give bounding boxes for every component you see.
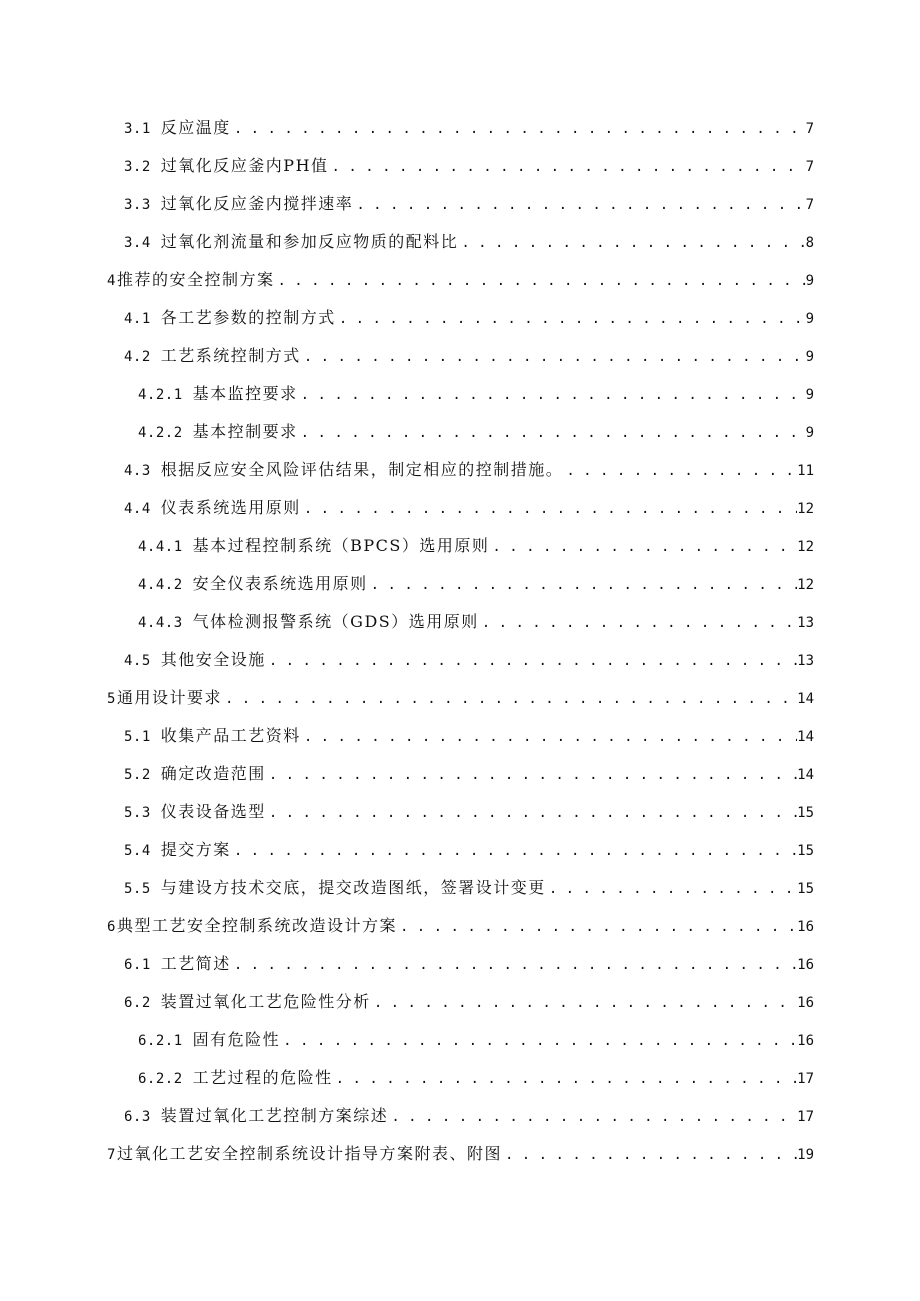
toc-entry-page: 15 [797,881,814,897]
toc-entry-number: 3.3 [124,197,151,213]
toc-entry-title: 确定改造范围 [160,764,266,783]
toc-entry-number: 4.3 [124,463,151,479]
toc-entry-title: 过氧化反应釜内搅拌速率 [160,194,354,213]
toc-entry-page: 9 [805,311,814,327]
toc-leader-dots [301,496,797,522]
toc-leader-dots [222,686,797,712]
toc-entry-number: 6.2.2 [138,1071,183,1087]
toc-entry-title: 过氧化剂流量和参加反应物质的配料比 [160,232,459,251]
toc-entry[interactable] [138,381,814,407]
toc-entry[interactable] [107,685,814,711]
toc-entry-page: 14 [797,729,814,745]
toc-leader-dots [231,838,797,864]
toc-leader-dots [479,610,797,636]
toc-entry[interactable] [124,229,814,255]
toc-entry-title: 反应温度 [160,118,231,137]
toc-entry-page: 15 [797,805,814,821]
toc-entry-title: 过氧化工艺安全控制系统设计指导方案附表、附图 [116,1144,502,1163]
toc-leader-dots [458,230,805,256]
toc-entry-number: 5.3 [124,805,151,821]
toc-entry-title: 基本控制要求 [192,422,298,441]
toc-leader-dots [231,952,797,978]
toc-leader-dots [333,1066,797,1092]
toc-entry-page: 15 [797,843,814,859]
toc-leader-dots [353,192,805,218]
toc-entry-page: 16 [797,919,814,935]
toc-entry[interactable] [124,951,814,977]
toc-leader-dots [388,1104,797,1130]
toc-entry-title: 工艺系统控制方式 [160,346,301,365]
toc-entry-number: 5.5 [124,881,151,897]
toc-entry[interactable] [124,647,814,673]
toc-entry-title: 提交方案 [160,840,231,859]
toc-entry-page: 16 [797,995,814,1011]
toc-entry-number: 4 [107,273,116,289]
toc-entry-page: 14 [797,767,814,783]
toc-entry-number: 5.4 [124,843,151,859]
toc-entry-title: 工艺简述 [160,954,231,973]
toc-entry-title: 气体检测报警系统（GDS）选用原则 [192,612,479,631]
toc-entry[interactable] [124,837,814,863]
toc-leader-dots [563,458,797,484]
toc-entry[interactable] [124,799,814,825]
toc-entry[interactable] [124,495,814,521]
toc-entry-title: 装置过氧化工艺危险性分析 [160,992,371,1011]
toc-entry[interactable] [124,115,814,141]
toc-leader-dots [301,344,806,370]
toc-entry-title: 固有危险性 [192,1030,281,1049]
toc-entry-title: 仪表设备选型 [160,802,266,821]
toc-entry-page: 12 [797,501,814,517]
toc-entry-number: 5.2 [124,767,151,783]
toc-entry-page: 9 [805,349,814,365]
toc-entry[interactable] [138,419,814,445]
toc-leader-dots [274,268,805,294]
toc-entry[interactable] [124,761,814,787]
toc-entry[interactable] [107,1141,814,1167]
toc-entry-page: 13 [797,653,814,669]
toc-entry-number: 4.1 [124,311,151,327]
toc-entry-number: 6.2 [124,995,151,1011]
toc-entry-title: 根据反应安全风险评估结果，制定相应的控制措施。 [160,460,564,479]
toc-entry-number: 3.1 [124,121,151,137]
toc-entry[interactable] [124,153,814,179]
toc-entry[interactable] [124,191,814,217]
toc-entry-number: 4.4.3 [138,615,183,631]
toc-entry-number: 6.2.1 [138,1033,183,1049]
toc-entry-number: 4.2.2 [138,425,183,441]
toc-entry[interactable] [124,989,814,1015]
toc-entry[interactable] [124,305,814,331]
toc-entry-page: 19 [797,1147,814,1163]
toc-entry-number: 5 [107,691,116,707]
toc-entry[interactable] [138,533,814,559]
toc-entry-page: 8 [805,235,814,251]
toc-entry-title: 与建设方技术交底，提交改造图纸，签署设计变更 [160,878,546,897]
toc-entry-page: 17 [797,1109,814,1125]
toc-entry-number: 7 [107,1147,116,1163]
toc-entry-title: 基本过程控制系统（BPCS）选用原则 [192,536,490,555]
toc-entry-title: 通用设计要求 [116,688,222,707]
toc-entry[interactable] [138,1027,814,1053]
toc-entry-page: 14 [797,691,814,707]
toc-leader-dots [231,116,806,142]
toc-entry-number: 4.2.1 [138,387,183,403]
toc-leader-dots [502,1142,797,1168]
toc-entry-number: 4.4 [124,501,151,517]
toc-leader-dots [266,762,797,788]
toc-leader-dots [546,876,797,902]
toc-leader-dots [280,1028,797,1054]
toc-entry-page: 9 [805,273,814,289]
toc-entry[interactable] [107,913,814,939]
toc-entry-page: 9 [805,425,814,441]
toc-entry[interactable] [124,1103,814,1129]
toc-entry[interactable] [124,343,814,369]
toc-entry-page: 9 [805,387,814,403]
toc-entry-page: 7 [805,159,814,175]
toc-entry-number: 3.2 [124,159,151,175]
toc-entry-number: 6.3 [124,1109,151,1125]
toc-leader-dots [397,914,797,940]
toc-entry[interactable] [138,571,814,597]
toc-entry[interactable] [124,875,814,901]
toc-entry-page: 13 [797,615,814,631]
toc-entry-title: 仪表系统选用原则 [160,498,301,517]
toc-entry[interactable] [138,1065,814,1091]
toc-entry-page: 17 [797,1071,814,1087]
toc-leader-dots [371,990,797,1016]
toc-leader-dots [329,154,806,180]
toc-entry-title: 过氧化反应釜内PH值 [160,156,329,175]
toc-entry-number: 6.1 [124,957,151,973]
toc-entry-page: 7 [805,121,814,137]
toc-entry-title: 推荐的安全控制方案 [116,270,275,289]
toc-entry-page: 11 [797,463,814,479]
toc-entry-number: 4.2 [124,349,151,365]
toc-entry-number: 4.4.1 [138,539,183,555]
toc-entry-number: 3.4 [124,235,151,251]
toc-entry-page: 16 [797,957,814,973]
toc-entry-number: 4.4.2 [138,577,183,593]
toc-leader-dots [336,306,806,332]
toc-entry[interactable] [124,723,814,749]
toc-entry-title: 其他安全设施 [160,650,266,669]
toc-entry-page: 12 [797,577,814,593]
toc-entry-title: 基本监控要求 [192,384,298,403]
toc-leader-dots [298,382,806,408]
toc-entry-title: 安全仪表系统选用原则 [192,574,368,593]
toc-leader-dots [301,724,797,750]
toc-entry-title: 收集产品工艺资料 [160,726,301,745]
toc-entry-page: 7 [805,197,814,213]
toc-entry-page: 16 [797,1033,814,1049]
toc-entry[interactable] [138,609,814,635]
toc-leader-dots [298,420,806,446]
toc-entry-title: 工艺过程的危险性 [192,1068,333,1087]
toc-entry-title: 各工艺参数的控制方式 [160,308,336,327]
toc-leader-dots [368,572,797,598]
toc-entry-number: 6 [107,919,116,935]
toc-entry[interactable] [107,267,814,293]
toc-entry-title: 典型工艺安全控制系统改造设计方案 [116,916,397,935]
toc-leader-dots [489,534,797,560]
toc-leader-dots [266,648,797,674]
toc-entry-title: 装置过氧化工艺控制方案综述 [160,1106,389,1125]
toc-entry-page: 12 [797,539,814,555]
toc-entry-number: 5.1 [124,729,151,745]
toc-entry[interactable] [124,457,814,483]
toc-leader-dots [266,800,797,826]
toc-entry-number: 4.5 [124,653,151,669]
